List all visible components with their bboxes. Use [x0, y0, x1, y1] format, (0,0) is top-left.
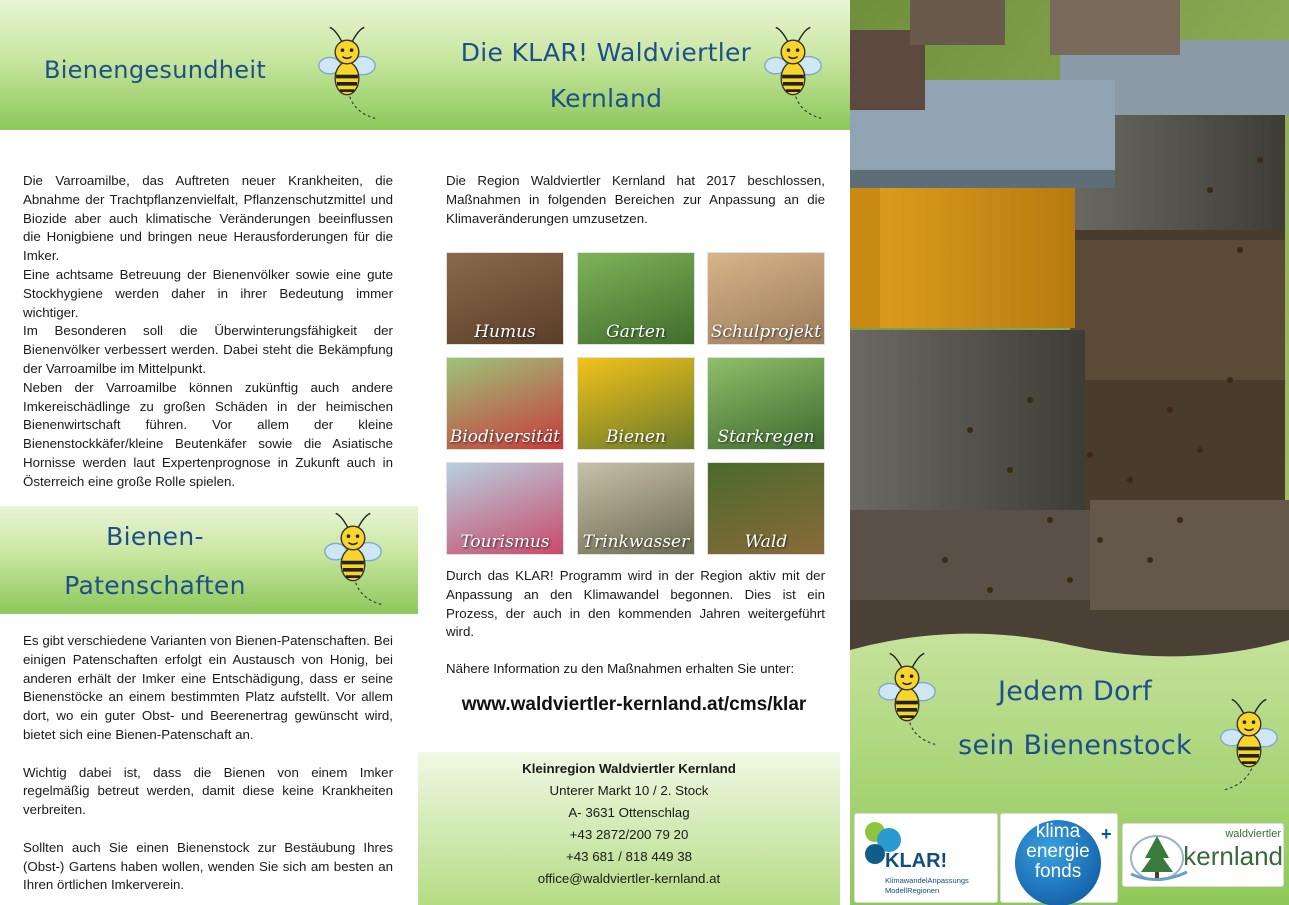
- section-title-sponsorship: [40, 512, 270, 610]
- bee-icon: [874, 648, 940, 748]
- tile-label: Humus: [474, 322, 536, 342]
- tile-label: Wald: [744, 532, 788, 552]
- cover-slogan: [940, 665, 1210, 773]
- kernland-small-text: waldviertler: [1225, 828, 1281, 840]
- tile-label: Schulprojekt: [710, 322, 822, 342]
- contact-email[interactable]: office@waldviertler-kernland.at: [537, 871, 721, 886]
- kernland-big-text: kernland: [1183, 841, 1283, 871]
- tile-drinking-water: [577, 462, 695, 555]
- tile-label: Bienen: [606, 427, 666, 447]
- klar-outro-text: Durch das KLAR! Programm wird in der Region aktiv mit der Anpassung an den Klimawandel begonnen. Dies ist ein Prozess, der auch in den kommenden Jahren weitergeführt wird.: [446, 568, 825, 640]
- tile-label: Trinkwasser: [582, 532, 690, 552]
- contact-org: Kleinregion Waldviertler Kernland: [522, 761, 736, 776]
- bee-icon: [758, 22, 828, 122]
- fonds-plus: +: [1101, 824, 1112, 844]
- waldviertler-kernland-logo: [1122, 823, 1284, 887]
- klar-logo-title: KLAR!: [885, 850, 948, 872]
- paragraph: Neben der Varroamilbe können zukünftig auch andere Imkereischädlinge zu großen Schäden in der heimischen Bienenwirtschaft führen. Vor allem der kleine Bienenstockkäfer/kleine Beutenkäfer sowie die Asiatische Hornisse werden laut Expertenprognose in Zukunft auch in Österreich eine große Rolle spielen.: [23, 379, 393, 489]
- title-line: Die KLAR! Waldviertler: [460, 38, 752, 67]
- fonds-line: fonds: [1034, 861, 1082, 882]
- bee-icon: [318, 508, 388, 608]
- tile-label: Garten: [606, 322, 666, 342]
- tile-biodiversity: [446, 357, 564, 450]
- tile-label: Starkregen: [717, 427, 815, 447]
- panel-klar: [418, 0, 850, 905]
- section-title-klar: [446, 30, 766, 122]
- bee-health-text: [23, 172, 393, 492]
- title-line: Patenschaften: [64, 571, 246, 600]
- klar-sub-line: KlimawandelAnpassungs: [885, 876, 969, 885]
- paragraph: Im Besonderen soll die Überwinterungsfähigkeit der Bienenvölker verbessert werden. Dabei steht die Bekämpfung der Varroamilbe im Mittelpunkt.: [23, 323, 393, 376]
- paragraph: Die Varroamilbe, das Auftreten neuer Krankheiten, die Abnahme der Trachtpflanzenvielfalt, Pflanzenschutzmittel und Biozide aber auch klimatische Veränderungen beeinflussen die Honigbiene und bringen neue Herausforderungen für die Imker.: [23, 173, 393, 264]
- slogan-line: Jedem Dorf: [997, 676, 1153, 707]
- tile-humus: [446, 252, 564, 345]
- panel-bee-health: [0, 0, 418, 905]
- header-banner-bee-health: [0, 0, 418, 130]
- tile-label: Tourismus: [460, 532, 550, 552]
- kernland-tree-icon: [1127, 828, 1191, 884]
- header-banner-klar: [418, 0, 850, 130]
- fonds-logo-text: [1015, 822, 1101, 882]
- klar-logo: [854, 813, 998, 903]
- bee-icon: [1216, 694, 1282, 794]
- tile-heavy-rain: [707, 357, 825, 450]
- tile-tourism: [446, 462, 564, 555]
- title-line: Bienen-: [106, 522, 204, 551]
- fonds-line: energie: [1026, 841, 1090, 862]
- paragraph: Eine achtsame Betreuung der Bienenvölker sowie eine gute Stockhygiene werden daher in ihrer Bedeutung immer wichtiger.: [23, 266, 393, 320]
- contact-street: Unterer Markt 10 / 2. Stock: [549, 783, 709, 798]
- fonds-line: klima: [1035, 821, 1081, 842]
- klar-intro-text: Die Region Waldviertler Kernland hat 2017 beschlossen, Maßnahmen in folgenden Bereichen zur Anpassung an die Klimaveränderungen umzusetzen.: [446, 173, 825, 226]
- sponsorship-text: [23, 632, 393, 895]
- paragraph: Wichtig dabei ist, dass die Bienen von einem Imker regelmäßig betreut werden, damit diese keine Krankheiten verbreiten.: [23, 764, 393, 818]
- tile-garden: [577, 252, 695, 345]
- klima-energie-fonds-logo: [1000, 813, 1118, 903]
- tile-forest: [707, 462, 825, 555]
- contact-block: [418, 752, 840, 905]
- section-title-bee-health: Bienengesundheit: [43, 56, 267, 84]
- tile-bees: [577, 357, 695, 450]
- tile-school-project: [707, 252, 825, 345]
- title-line: Kernland: [549, 84, 663, 113]
- panel-cover: [850, 0, 1289, 905]
- paragraph: Sollten auch Sie einen Bienenstock zur Bestäubung Ihres (Obst-) Gartens haben wollen, wenden Sie sich am besten an Ihren örtlichen Imkerverein.: [23, 839, 393, 893]
- tile-label: Biodiversität: [449, 427, 561, 447]
- contact-mobile: +43 681 / 818 449 38: [565, 849, 693, 864]
- klar-logo-subtitle: [885, 876, 969, 896]
- contact-phone: +43 2872/200 79 20: [569, 827, 689, 842]
- paragraph: Es gibt verschiedene Varianten von Bienen-Patenschaften. Bei einigen Patenschaften erfolgt ein Austausch von Honig, bei anderen erhält der Imker eine Entschädigung, dass er seine Bienenstöcke an einem bestimmten Platz aufstellt. Vor allem dort, wo ein guter Obst- und Beerenertrag gewünscht wird, bietet sich eine Bienen-Patenschaft an.: [23, 633, 393, 742]
- bee-icon: [312, 22, 382, 122]
- klar-sub-line: ModellRegionen: [885, 886, 940, 895]
- klar-url-link[interactable]: www.waldviertler-kernland.at/cms/klar: [461, 694, 807, 715]
- contact-city: A- 3631 Ottenschlag: [568, 805, 690, 820]
- slogan-line: sein Bienenstock: [958, 730, 1192, 761]
- beehive-photo: [850, 0, 1289, 660]
- header-banner-sponsorship: [0, 506, 418, 614]
- info-text: Nähere Information zu den Maßnahmen erhalten Sie unter:: [446, 661, 795, 676]
